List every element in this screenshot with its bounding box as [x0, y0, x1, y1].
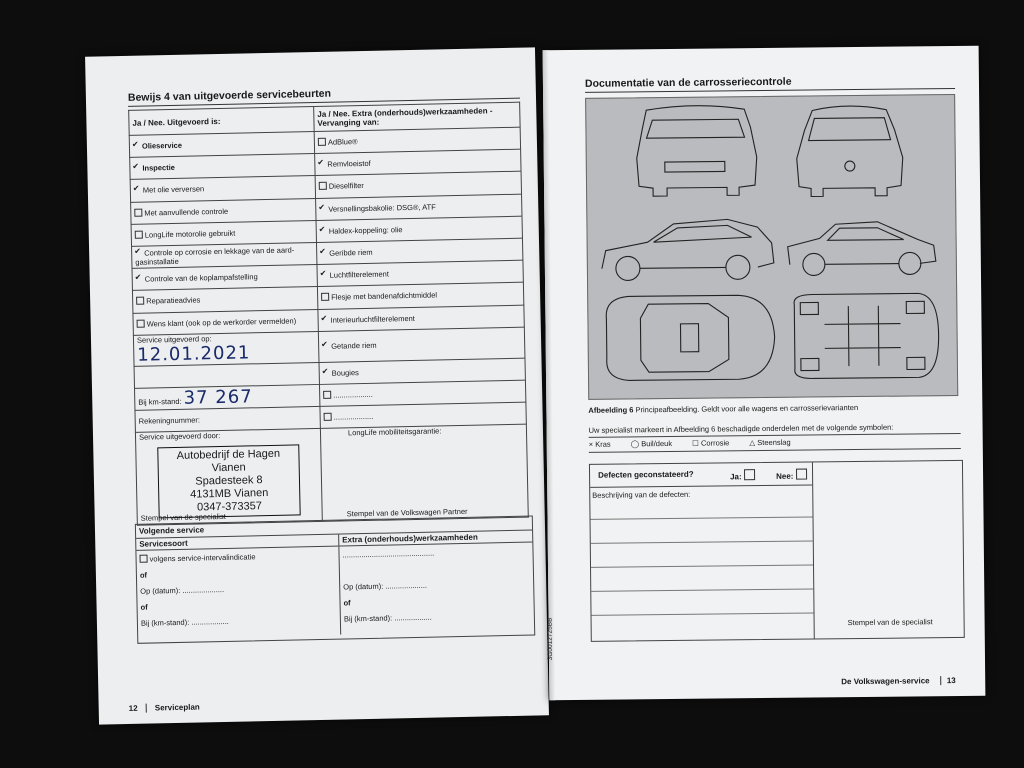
- symbol-legend: [589, 438, 809, 449]
- or-label: of: [343, 598, 351, 608]
- next-service-body: [136, 543, 534, 639]
- footer-section: De Volkswagen-service: [841, 676, 930, 687]
- stamp-cell: [135, 429, 322, 526]
- check-icon: [322, 343, 329, 350]
- defects-question: Defecten geconstateerd?: [598, 469, 694, 480]
- checkbox-icon: [137, 319, 145, 327]
- table-row: ✔Controle van de koplampafstelling: [132, 265, 317, 291]
- check-icon: [133, 143, 140, 150]
- table-row: ...................: [319, 380, 525, 406]
- checkbox-icon: [139, 555, 147, 563]
- longlife-label: LongLife mobiliteitsgarantie:: [347, 426, 442, 438]
- legend-corrosion: ☐ Corrosie: [692, 438, 730, 448]
- check-icon: [320, 228, 327, 235]
- col-extra: Extra (onderhouds)werkzaamheden: [342, 532, 478, 545]
- check-icon: [136, 276, 143, 283]
- defects-yes: Ja:: [730, 469, 757, 481]
- table-row: ✔Met olie verversen: [130, 176, 315, 202]
- checkbox-icon: [744, 469, 755, 480]
- next-date: Op (datum): ....................: [140, 584, 225, 596]
- legend-stonechip: △ Steenslag: [749, 437, 791, 448]
- checkbox-icon: [796, 469, 807, 480]
- line: [591, 588, 813, 591]
- defects-no: Nee:: [776, 469, 809, 481]
- check-icon: [134, 187, 141, 194]
- table-row: LongLife motorolie gebruikt: [131, 220, 316, 246]
- side-code: 3G0012725BB: [546, 617, 554, 661]
- next-km: Bij (km-stand): ..................: [140, 616, 229, 628]
- right-footer: [841, 676, 956, 686]
- table-row: Wens klant (ook op de werkorder vermelden): [133, 309, 318, 335]
- table-row: Rekeningnummer:: [135, 407, 320, 433]
- checkbox-icon: [321, 293, 329, 301]
- next-right-col: [339, 545, 439, 635]
- handwritten-km: 37 267: [183, 386, 253, 409]
- check-icon: [133, 165, 140, 172]
- check-icon: [322, 316, 329, 323]
- next-extra-dots: ............................................: [342, 548, 435, 560]
- stamp-vw-label: Stempel van de Volkswagen Partner: [346, 507, 468, 519]
- table-row: ✔ Versnellingsbakolie: DSG®, ATF: [316, 194, 522, 220]
- checkbox-icon: [323, 391, 331, 399]
- checkbox-icon: [318, 138, 326, 146]
- checkbox-icon: [319, 182, 327, 190]
- table-row: ✔ Luchtfilterelement: [317, 260, 523, 286]
- check-icon: [135, 249, 142, 256]
- check-icon: [318, 161, 325, 168]
- table-row: ✔Inspectie: [130, 154, 315, 180]
- left-page: [85, 47, 549, 724]
- next-date-right: Op (datum): ....................: [343, 580, 428, 592]
- next-left-col: [136, 547, 341, 639]
- stamp-specialist-label: Stempel van de specialist: [140, 512, 226, 523]
- longlife-cell: [320, 424, 528, 521]
- footer-section: Serviceplan: [146, 703, 200, 713]
- car-diagram: [585, 94, 958, 400]
- checkbox-icon: [135, 230, 143, 238]
- service-table: [128, 102, 529, 526]
- table-row: ✔Bougies: [319, 358, 525, 384]
- instruction-text: Uw specialist markeert in Afbeelding 6 beschadigde onderdelen met de volgende symbolen:: [589, 422, 961, 438]
- or-label: of: [139, 570, 148, 580]
- checkbox-icon: [324, 413, 332, 421]
- check-icon: [320, 250, 327, 257]
- table-row: Dieselfilter: [315, 172, 521, 198]
- legend-dent: ◯ Buil/deuk: [630, 438, 673, 449]
- service-date-label: Service uitgevoerd op:: [136, 333, 212, 345]
- table-row: ...................: [320, 402, 526, 428]
- or-label: of: [140, 602, 148, 612]
- table-row: [133, 331, 319, 366]
- defects-rule: [590, 485, 812, 488]
- table-row: ✔ Haldex-koppeling: olie: [316, 216, 522, 242]
- next-service-title: Volgende service: [136, 517, 532, 539]
- check-icon: [323, 370, 330, 377]
- stamp-specialist-label: Stempel van de specialist: [847, 617, 933, 628]
- checkbox-icon: [136, 297, 144, 305]
- check-icon: [321, 272, 328, 279]
- dealer-stamp: Autobedrijf de Hagen Vianen Spadesteek 8 4131MB Vianen 0347-373357: [157, 445, 300, 519]
- col-servicesoort: Servicesoort: [136, 535, 339, 550]
- defects-box: [589, 460, 965, 642]
- line: [591, 540, 813, 543]
- handwritten-date: 12.01.2021: [137, 342, 251, 366]
- line: [591, 564, 813, 567]
- caption-label: Afbeelding 6: [588, 405, 634, 415]
- line: [592, 612, 814, 615]
- table-row: AdBlue®: [314, 127, 520, 153]
- legend-scratch: × Kras: [588, 439, 611, 449]
- next-service-box: [135, 516, 535, 644]
- page-title: Bewijs 4 van uitgevoerde servicebeurten: [127, 87, 332, 104]
- service-done-by: Service uitgevoerd door:: [138, 431, 221, 442]
- page-number: 13: [940, 676, 956, 685]
- table-row: ✔Controle op corrosie en lekkage van de aard-gasinstallatie: [132, 242, 317, 268]
- right-page: [543, 46, 986, 701]
- interval-row: volgens service-intervalindicatie: [139, 548, 335, 568]
- table-row: ✔ Remvloeistof: [315, 149, 521, 175]
- table-row: Met aanvullende controle: [131, 198, 316, 224]
- figure-caption: [588, 403, 858, 415]
- table-row: Reparatieadvies: [132, 287, 317, 313]
- col-header-right: Ja / Nee. Extra (onderhouds)werkzaamheden - Vervanging van:: [314, 102, 520, 131]
- line: [591, 516, 813, 519]
- checkbox-icon: [134, 208, 142, 216]
- defects-description-label: Beschrijving van de defecten:: [592, 489, 691, 500]
- table-row: ✔Geribde riem: [316, 238, 522, 264]
- page-number: 12: [128, 703, 138, 714]
- table-row: ✔Olieservice: [129, 132, 314, 158]
- caption-text: Principeafbeelding. Geldt voor alle wagens en carrosserievarianten: [635, 403, 859, 415]
- next-km-right: Bij (km-stand): ..................: [343, 612, 432, 624]
- table-row: ✔ Interieurluchtfilterelement: [318, 305, 524, 331]
- left-footer: [129, 703, 200, 713]
- col-header-left: Ja / Nee. Uitgevoerd is:: [129, 107, 314, 136]
- page-title: Documentatie van de carrosseriecontrole: [584, 75, 792, 90]
- km-label: Bij km-stand:: [138, 396, 182, 407]
- car-outline-icon: [586, 95, 957, 399]
- table-row: ✔ Getande riem: [318, 327, 525, 362]
- legend-rule: [589, 448, 961, 453]
- check-icon: [319, 205, 326, 212]
- table-row: Flesje met bandenafdichtmiddel: [317, 282, 523, 308]
